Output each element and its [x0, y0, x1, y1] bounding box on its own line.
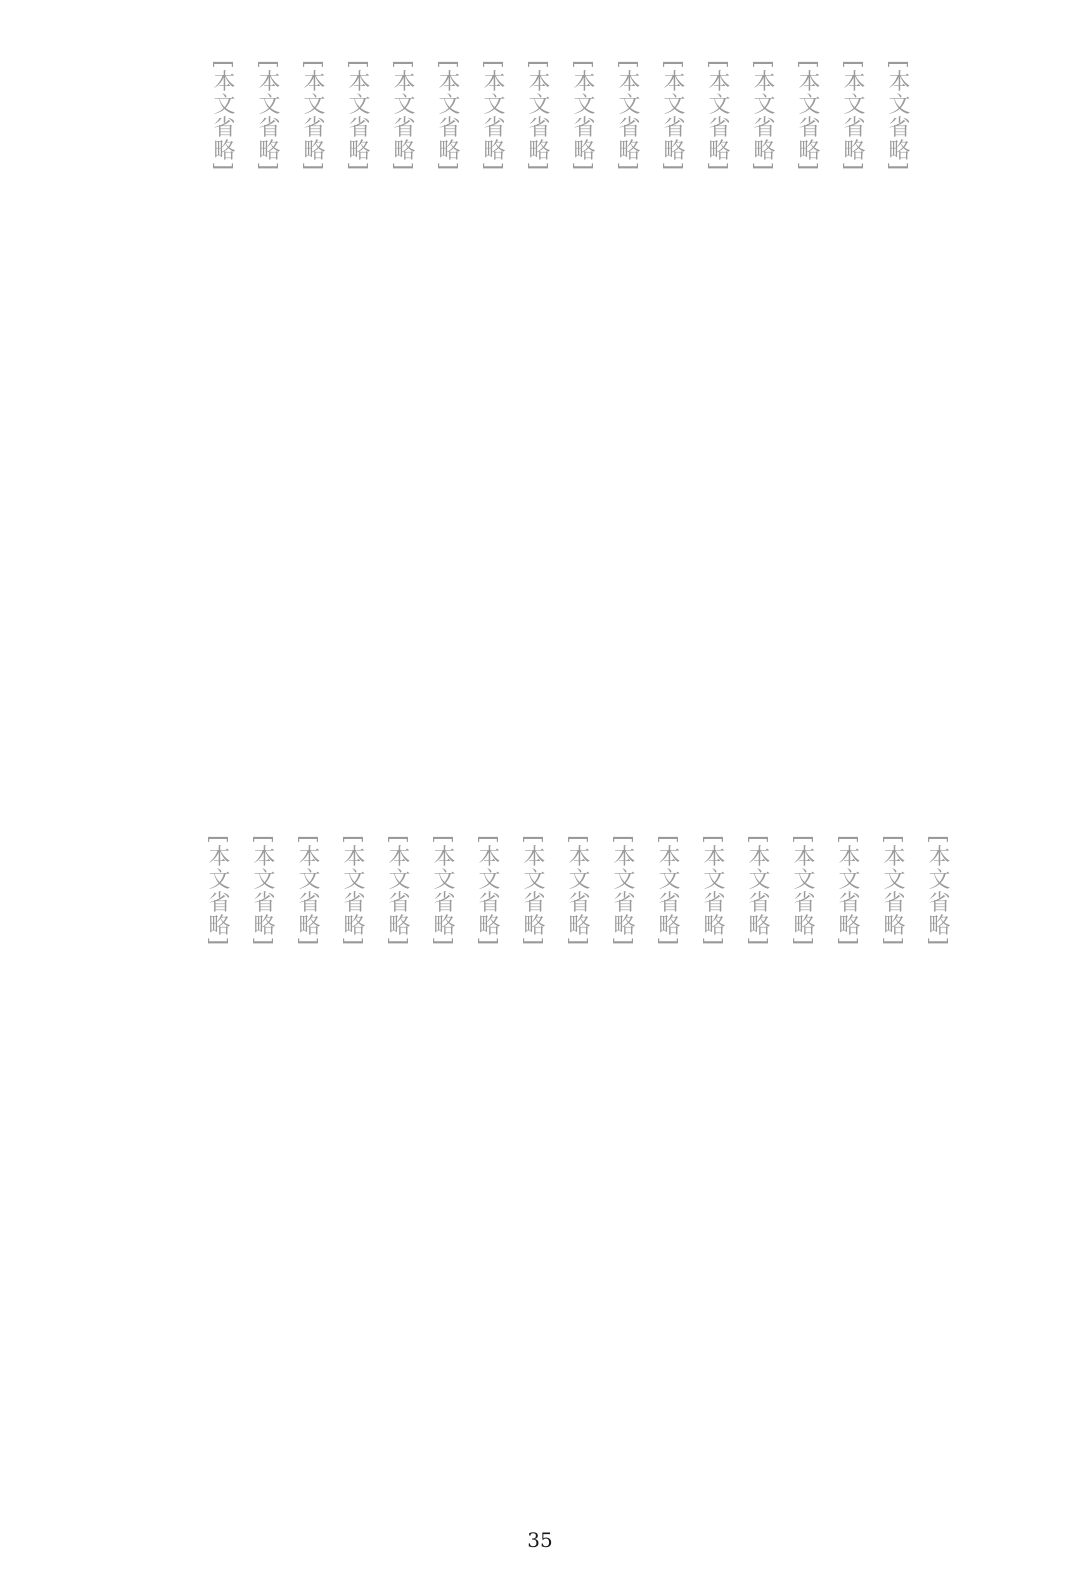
text-column: [本文省略] [300, 60, 325, 172]
text-column: [本文省略] [295, 835, 320, 947]
text-column: [本文省略] [705, 60, 730, 172]
text-column: [本文省略] [480, 60, 505, 172]
text-column: [本文省略] [475, 835, 500, 947]
text-column: [本文省略] [565, 835, 590, 947]
text-column: [本文省略] [435, 60, 460, 172]
text-column: [本文省略] [655, 835, 680, 947]
text-column: [本文省略] [610, 835, 635, 947]
upper-text-block [160, 60, 920, 700]
text-column: [本文省略] [210, 60, 235, 172]
text-column: [本文省略] [925, 835, 950, 947]
text-column: [本文省略] [390, 60, 415, 172]
text-column: [本文省略] [205, 835, 230, 947]
text-column: [本文省略] [795, 60, 820, 172]
page-number: 35 [527, 1528, 553, 1552]
text-column: [本文省略] [525, 60, 550, 172]
text-column: [本文省略] [345, 60, 370, 172]
text-column: [本文省略] [430, 835, 455, 947]
text-column: [本文省略] [660, 60, 685, 172]
text-column: [本文省略] [520, 835, 545, 947]
text-column: [本文省略] [840, 60, 865, 172]
lower-text-block [140, 835, 960, 1475]
text-column: [本文省略] [885, 60, 910, 172]
text-column: [本文省略] [570, 60, 595, 172]
text-column: [本文省略] [880, 835, 905, 947]
text-column: [本文省略] [700, 835, 725, 947]
text-column: [本文省略] [790, 835, 815, 947]
text-column: [本文省略] [250, 835, 275, 947]
text-column: [本文省略] [615, 60, 640, 172]
text-column: [本文省略] [750, 60, 775, 172]
text-column: [本文省略] [385, 835, 410, 947]
text-column: [本文省略] [745, 835, 770, 947]
text-column: [本文省略] [255, 60, 280, 172]
text-column: [本文省略] [340, 835, 365, 947]
text-column: [本文省略] [835, 835, 860, 947]
